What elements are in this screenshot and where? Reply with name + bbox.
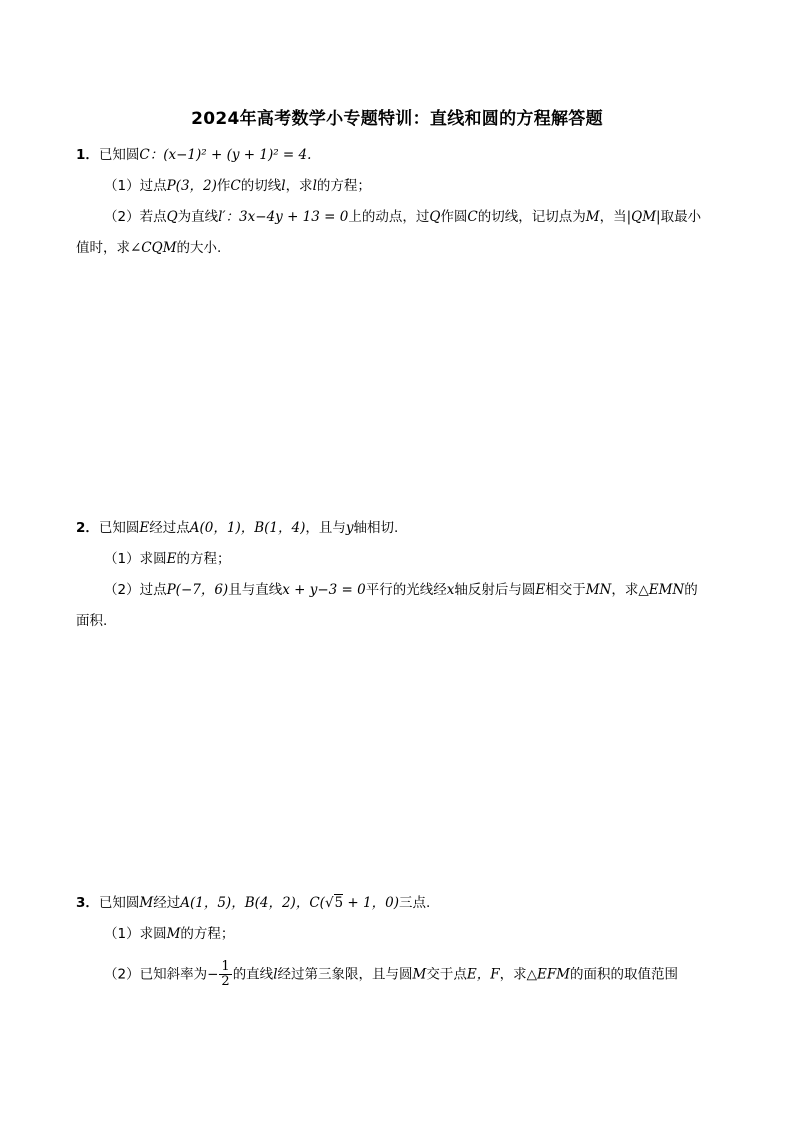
question-3-stem — [76, 893, 430, 913]
question-1-part-2 — [104, 207, 701, 227]
question-2-stem — [76, 518, 398, 538]
math: Q — [429, 209, 441, 225]
text: 作 — [216, 178, 231, 194]
text: 已知圆 — [98, 520, 140, 536]
math: + 1，0) — [343, 895, 399, 911]
math: M — [139, 895, 154, 911]
text: 取最小 — [660, 209, 702, 225]
text: 的面积的取值范围 — [570, 966, 679, 983]
text: 上的动点，过 — [348, 209, 430, 225]
text: 为直线 — [177, 209, 219, 225]
text: ，求 — [611, 582, 639, 598]
text: 交于点 — [426, 966, 467, 983]
text: （2）过点 — [104, 582, 167, 598]
math: E — [166, 551, 177, 567]
text: （1）求圆 — [104, 551, 167, 567]
text: 已知圆 — [98, 147, 140, 163]
text: 的切线，记切点为 — [477, 209, 586, 225]
question-1-stem — [76, 145, 311, 165]
fraction-denominator: 2 — [221, 974, 230, 989]
text: 经过 — [153, 895, 181, 911]
math: △EMN — [638, 582, 685, 598]
text: （2）若点 — [104, 209, 167, 225]
question-number: 2． — [76, 520, 99, 536]
math: E — [535, 582, 546, 598]
math: M — [412, 966, 427, 983]
math: E — [139, 520, 150, 536]
text: 轴相切. — [353, 520, 399, 536]
math: P(3，2) — [166, 178, 217, 194]
sqrt-radicand: 5 — [334, 895, 344, 911]
text: 经过点 — [149, 520, 190, 536]
math: P(−7，6) — [166, 582, 229, 598]
math: l — [312, 178, 317, 194]
text: 的切线 — [240, 178, 282, 194]
text: （1）求圆 — [104, 926, 167, 942]
text: 的方程； — [176, 551, 231, 567]
equation: C：(x−1)² + (y + 1)² = 4. — [139, 147, 312, 163]
text: 的大小. — [176, 240, 222, 256]
text: 的直线 — [232, 966, 274, 983]
fraction — [219, 960, 231, 989]
math: Q — [166, 209, 178, 225]
page-title: 2024年高考数学小专题特训：直线和圆的方程解答题 — [191, 109, 603, 129]
text: 的方程； — [316, 178, 371, 194]
math: l′：3x−4y + 13 = 0 — [218, 209, 349, 225]
text: 的方程； — [180, 926, 235, 942]
math: |QM| — [626, 209, 661, 225]
text: 已知圆 — [98, 895, 140, 911]
text: ，求 — [499, 966, 527, 983]
text: ，且与 — [305, 520, 346, 536]
text: 的 — [684, 582, 698, 598]
text: ，求 — [285, 178, 313, 194]
math: A(1，5)，B(4，2)，C( — [180, 895, 325, 911]
math: A(0，1)，B(1，4) — [189, 520, 306, 536]
text: 且与直线 — [228, 582, 283, 598]
text: 值时，求 — [76, 240, 130, 256]
math: x — [446, 582, 455, 598]
text: ，当 — [599, 209, 627, 225]
text: 三点. — [398, 895, 431, 911]
text: 经过第三象限，且与圆 — [277, 966, 413, 983]
math: C — [467, 209, 478, 225]
question-number: 3． — [76, 895, 99, 911]
math: M — [166, 926, 181, 942]
math: y — [345, 520, 354, 536]
math: C — [230, 178, 241, 194]
question-number: 1． — [76, 147, 99, 163]
text: （1）过点 — [104, 178, 167, 194]
math: l — [281, 178, 286, 194]
math: x + y−3 = 0 — [282, 582, 366, 598]
math: l — [273, 966, 278, 983]
math: E，F — [466, 966, 500, 983]
question-3-part-1 — [104, 924, 234, 944]
text: 面积. — [76, 613, 108, 629]
question-3-part-2 — [104, 960, 678, 989]
sqrt-symbol: √ — [324, 895, 334, 911]
question-1-part-2-cont — [76, 238, 221, 258]
math: MN — [585, 582, 612, 598]
math: △EFM — [526, 966, 571, 983]
question-2-part-2 — [104, 580, 698, 600]
math: M — [585, 209, 600, 225]
text: 作圆 — [440, 209, 468, 225]
question-2-part-2-cont — [76, 611, 107, 631]
text: （2）已知斜率为 — [104, 966, 208, 983]
question-2-part-1 — [104, 549, 230, 569]
math: ∠CQM — [130, 240, 177, 256]
text: 平行的光线经 — [365, 582, 447, 598]
text: 轴反射后与圆 — [454, 582, 536, 598]
fraction-numerator: 1 — [221, 959, 230, 974]
minus-sign: − — [207, 966, 219, 983]
question-1-part-1 — [104, 176, 371, 196]
text: 相交于 — [545, 582, 586, 598]
